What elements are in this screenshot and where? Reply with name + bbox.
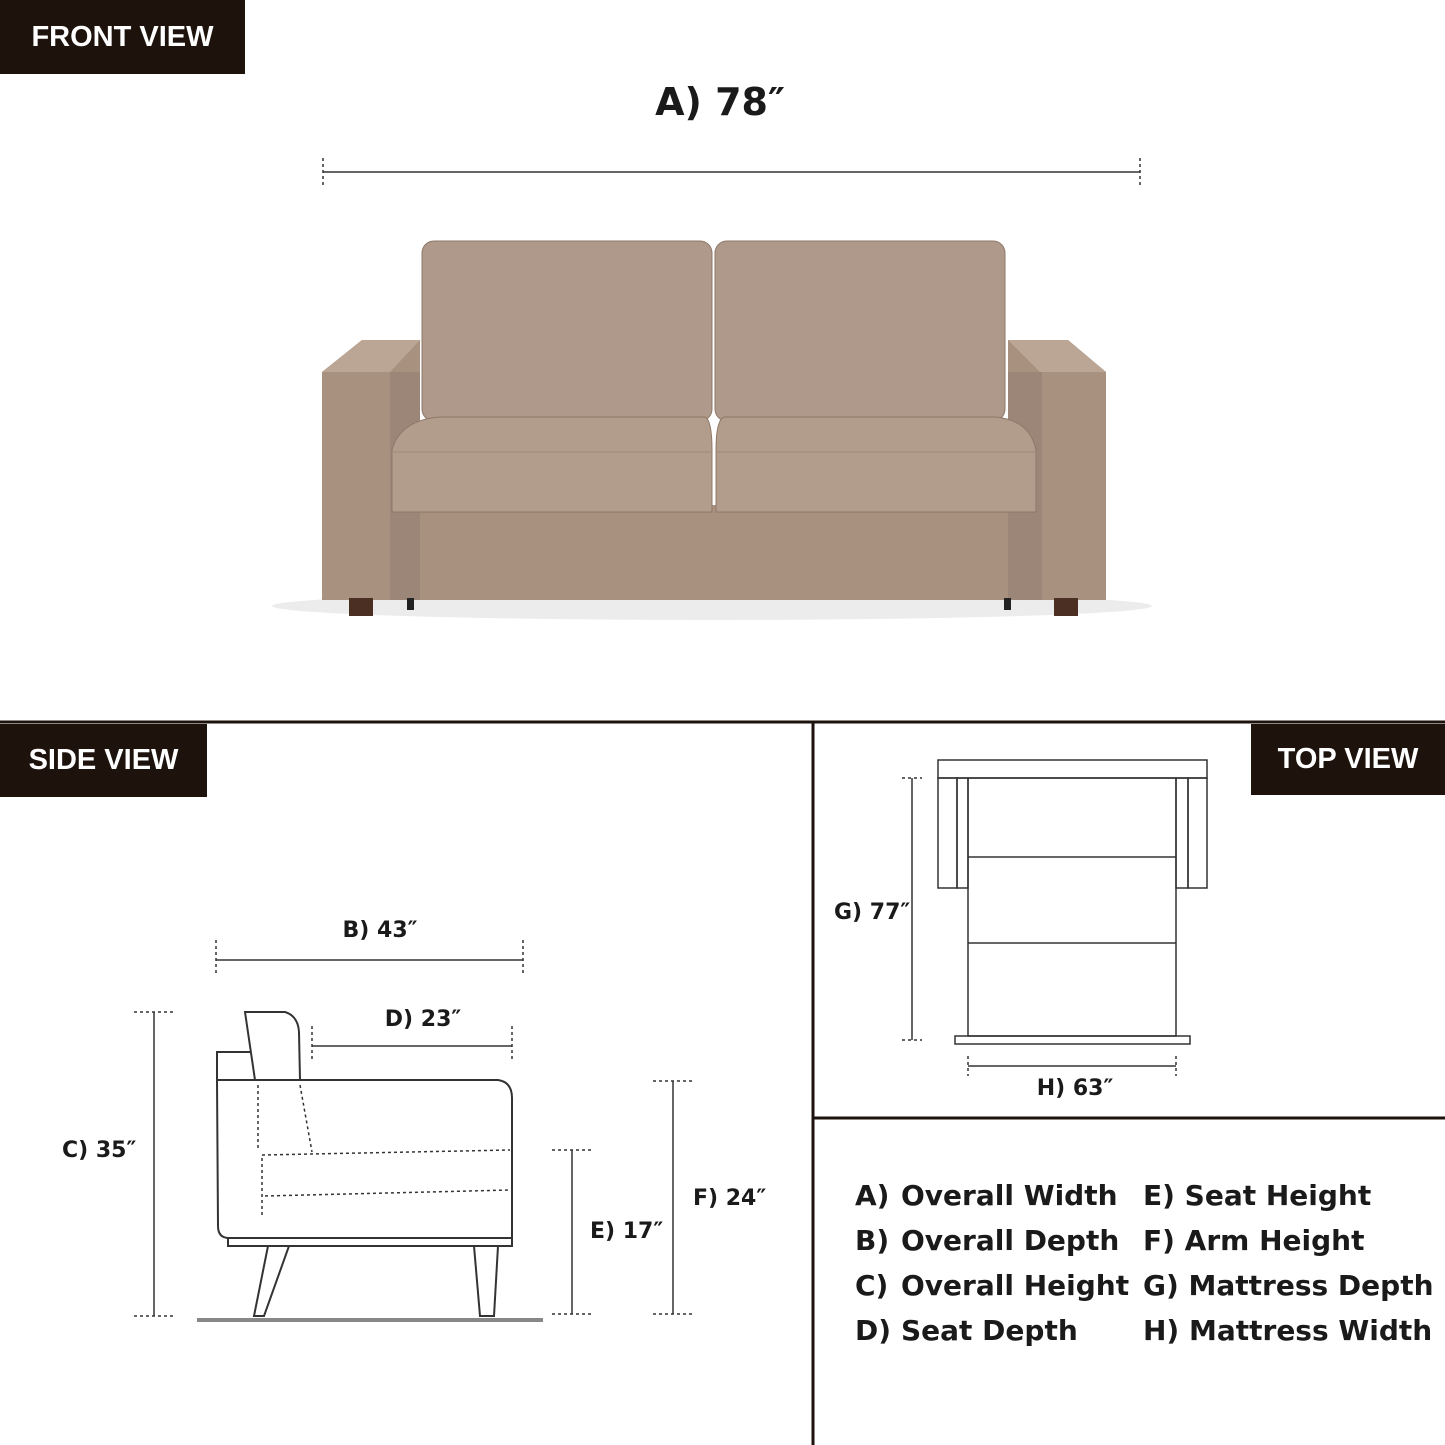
front-view-tag-label: FRONT VIEW xyxy=(31,20,214,53)
seat-cushion-left xyxy=(392,417,712,512)
overall-width-label: A) 78″ xyxy=(655,80,785,124)
top-view-tag-label: TOP VIEW xyxy=(1277,743,1419,775)
sofa-side-illustration xyxy=(197,1012,543,1320)
seat-depth-label: D) 23″ xyxy=(384,1007,462,1032)
sofa-leg xyxy=(1054,598,1078,616)
legend-letter: B) xyxy=(855,1224,890,1257)
legend-item xyxy=(1143,1263,1434,1308)
back-cushion-right xyxy=(715,241,1005,421)
legend-item xyxy=(1143,1173,1434,1218)
legend-text: Overall Height xyxy=(901,1269,1130,1302)
legend-left-column xyxy=(855,1173,1129,1353)
legend-letter: C) xyxy=(855,1269,889,1302)
sofa-leg xyxy=(407,598,414,610)
legend-text: Overall Depth xyxy=(901,1224,1120,1257)
legend-text: G) Mattress Depth xyxy=(1143,1269,1434,1302)
side-view-tag-label: SIDE VIEW xyxy=(28,744,179,776)
legend-right-column xyxy=(1143,1173,1434,1353)
sofa-leg xyxy=(349,598,373,616)
legend-item xyxy=(855,1308,1129,1353)
top-view-tag xyxy=(1251,724,1445,795)
sofa-front-illustration xyxy=(272,241,1152,620)
legend-text: Overall Width xyxy=(901,1179,1118,1212)
legend-item xyxy=(1143,1218,1434,1263)
legend-item xyxy=(1143,1308,1434,1353)
mattress-width-label: H) 63″ xyxy=(1036,1076,1114,1101)
legend-item xyxy=(855,1218,1129,1263)
seat-height-label: E) 17″ xyxy=(590,1219,664,1244)
legend-text: Seat Depth xyxy=(901,1314,1078,1347)
arm-height-label: F) 24″ xyxy=(693,1186,767,1211)
sofa-bed-top-illustration xyxy=(938,760,1207,1044)
front-width-dimension-line xyxy=(323,158,1140,186)
legend-text: F) Arm Height xyxy=(1143,1224,1365,1257)
front-view-tag xyxy=(0,0,245,74)
mattress-depth-label: G) 77″ xyxy=(834,900,911,925)
side-view-tag xyxy=(0,724,207,797)
legend-letter: D) xyxy=(855,1314,892,1347)
legend-letter: A) xyxy=(855,1179,890,1212)
legend-item xyxy=(855,1173,1129,1218)
back-cushion-left xyxy=(422,241,712,421)
overall-depth-label: B) 43″ xyxy=(342,918,418,943)
overall-height-label: C) 35″ xyxy=(62,1138,137,1163)
sofa-leg xyxy=(1004,598,1011,610)
sofa-base xyxy=(388,505,1040,600)
legend-text: H) Mattress Width xyxy=(1143,1314,1433,1347)
legend-item xyxy=(855,1263,1129,1308)
legend-text: E) Seat Height xyxy=(1143,1179,1372,1212)
seat-cushion-right xyxy=(716,417,1036,512)
top-dimension-lines xyxy=(902,778,1176,1076)
